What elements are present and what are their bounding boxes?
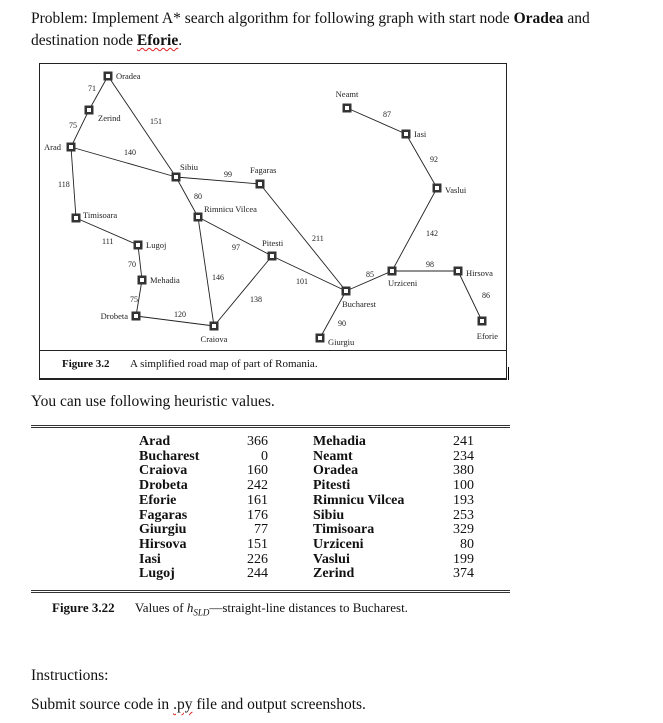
road-distance-rimnicu-vilcea-pitesti: 97 bbox=[232, 243, 240, 252]
city-label-eforie: Eforie bbox=[476, 331, 498, 341]
city-label-vaslui: Vaslui bbox=[445, 185, 467, 195]
city-label-fagaras: Fagaras bbox=[250, 165, 277, 175]
city-node-vaslui bbox=[433, 184, 442, 193]
road-oradea-sibiu bbox=[108, 76, 176, 177]
city-label-timisoara: Timisoara bbox=[83, 210, 118, 220]
instructions-suffix: file and output screenshots. bbox=[192, 696, 366, 713]
road-lugoj-mehadia bbox=[138, 245, 142, 280]
city-label-neamt: Neamt bbox=[335, 89, 359, 99]
road-distance-iasi-neamt: 87 bbox=[383, 110, 391, 119]
romania-map bbox=[40, 64, 506, 350]
road-distance-pitesti-bucharest: 101 bbox=[296, 277, 308, 286]
heuristic-city-lugoj: Lugoj bbox=[139, 566, 175, 582]
instructions-prefix: Submit source code in bbox=[31, 696, 174, 713]
map-figure-frame bbox=[39, 63, 507, 351]
city-label-sibiu: Sibiu bbox=[180, 162, 198, 172]
heuristic-caption-suffix: —straight-line distances to Bucharest. bbox=[209, 600, 408, 615]
road-distance-urziceni-vaslui: 142 bbox=[426, 229, 438, 238]
city-node-zerind bbox=[85, 106, 94, 115]
road-distance-vaslui-iasi: 92 bbox=[430, 155, 438, 164]
heuristic-value-giurgiu: 77 bbox=[254, 522, 268, 538]
heuristic-city-giurgiu: Giurgiu bbox=[139, 522, 187, 538]
city-node-bucharest bbox=[342, 287, 351, 296]
city-label-craiova: Craiova bbox=[200, 334, 228, 344]
heuristic-city-fagaras: Fagaras bbox=[139, 507, 188, 523]
road-distance-lugoj-mehadia: 70 bbox=[128, 260, 136, 269]
heuristic-city-urziceni: Urziceni bbox=[313, 536, 364, 552]
heuristic-caption-h: h bbox=[186, 600, 194, 615]
heuristic-city-drobeta: Drobeta bbox=[139, 478, 188, 494]
city-label-mehadia: Mehadia bbox=[150, 275, 180, 285]
heuristic-value-arad: 366 bbox=[247, 434, 268, 449]
road-distance-sibiu-rimnicu-vilcea: 80 bbox=[194, 192, 202, 201]
road-distance-oradea-sibiu: 151 bbox=[150, 117, 162, 126]
heuristic-value-timisoara: 329 bbox=[453, 522, 474, 538]
road-distance-arad-timisoara: 118 bbox=[58, 180, 70, 189]
city-node-lugoj bbox=[134, 241, 143, 250]
map-caption-box bbox=[39, 351, 507, 380]
heuristic-left-cities bbox=[139, 435, 239, 582]
city-node-arad bbox=[67, 143, 76, 152]
road-hirsova-eforie bbox=[458, 271, 482, 321]
heuristic-value-rimnicu-vilcea: 193 bbox=[453, 492, 474, 508]
heuristic-city-hirsova: Hirsova bbox=[139, 536, 187, 552]
road-distance-fagaras-bucharest: 211 bbox=[312, 234, 324, 243]
city-node-drobeta bbox=[132, 312, 141, 321]
heuristic-city-neamt: Neamt bbox=[313, 448, 353, 464]
map-figure-label: Figure 3.2 bbox=[62, 358, 110, 370]
city-node-oradea bbox=[104, 72, 113, 81]
city-node-mehadia bbox=[138, 276, 147, 285]
heuristic-value-oradea: 380 bbox=[453, 463, 474, 479]
city-node-fagaras bbox=[256, 180, 265, 189]
table-bottom-rule bbox=[31, 590, 510, 591]
heuristic-value-neamt: 234 bbox=[453, 448, 474, 464]
city-node-giurgiu bbox=[316, 334, 325, 343]
problem-middle: and destination node bbox=[31, 10, 590, 49]
road-iasi-neamt bbox=[347, 108, 406, 134]
problem-statement bbox=[31, 8, 631, 52]
heuristic-right-cities bbox=[313, 435, 433, 582]
heuristic-city-eforie: Eforie bbox=[139, 492, 177, 508]
road-distance-zerind-arad: 75 bbox=[69, 121, 77, 130]
heuristic-city-sibiu: Sibiu bbox=[313, 507, 345, 523]
road-distance-bucharest-giurgiu: 90 bbox=[338, 319, 346, 328]
city-node-neamt bbox=[343, 104, 352, 113]
road-distance-sibiu-fagaras: 99 bbox=[224, 170, 232, 179]
heuristic-city-iasi: Iasi bbox=[139, 551, 161, 567]
road-distance-arad-sibiu: 140 bbox=[124, 148, 136, 157]
city-label-zerind: Zerind bbox=[98, 113, 121, 123]
road-craiova-pitesti bbox=[214, 256, 272, 326]
heuristic-value-drobeta: 242 bbox=[247, 478, 268, 494]
problem-suffix: . bbox=[178, 32, 183, 49]
city-label-oradea: Oradea bbox=[116, 71, 141, 81]
city-label-pitesti: Pitesti bbox=[262, 238, 284, 248]
heuristic-value-lugoj: 244 bbox=[247, 566, 268, 582]
city-label-giurgiu: Giurgiu bbox=[328, 337, 355, 347]
city-node-rimnicu-vilcea bbox=[194, 213, 203, 222]
road-distance-urziceni-hirsova: 98 bbox=[426, 260, 434, 269]
text-cursor bbox=[508, 367, 509, 380]
road-distance-mehadia-drobeta: 75 bbox=[130, 295, 138, 304]
heuristic-value-bucharest: 0 bbox=[261, 448, 268, 464]
heuristic-caption-sub: SLD bbox=[193, 607, 210, 618]
heuristic-city-mehadia: Mehadia bbox=[313, 434, 366, 449]
city-node-urziceni bbox=[388, 267, 397, 276]
heuristic-left-values bbox=[232, 435, 268, 582]
heuristic-value-iasi: 226 bbox=[247, 551, 268, 567]
city-label-iasi: Iasi bbox=[414, 129, 427, 139]
heuristic-value-vaslui: 199 bbox=[453, 551, 474, 567]
city-label-arad: Arad bbox=[44, 142, 61, 152]
city-node-craiova bbox=[210, 322, 219, 331]
heuristic-city-vaslui: Vaslui bbox=[313, 551, 350, 567]
heuristic-value-zerind: 374 bbox=[453, 566, 474, 582]
table-top-rule bbox=[31, 425, 510, 426]
road-arad-timisoara bbox=[71, 147, 76, 218]
heuristic-city-rimnicu-vilcea: Rimnicu Vilcea bbox=[313, 492, 405, 508]
city-node-sibiu bbox=[172, 173, 181, 182]
road-oradea-zerind bbox=[89, 76, 108, 110]
heuristic-value-urziceni: 80 bbox=[460, 536, 474, 552]
heuristic-city-arad: Arad bbox=[139, 434, 171, 449]
city-label-hirsova: Hirsova bbox=[466, 268, 493, 278]
road-distance-timisoara-lugoj: 111 bbox=[102, 237, 114, 246]
heuristic-value-sibiu: 253 bbox=[453, 507, 474, 523]
heuristic-city-pitesti: Pitesti bbox=[313, 478, 351, 494]
instructions-ext: .py bbox=[173, 696, 193, 713]
road-rimnicu-vilcea-craiova bbox=[198, 217, 214, 326]
city-node-eforie bbox=[478, 317, 487, 326]
city-node-timisoara bbox=[72, 214, 81, 223]
city-label-bucharest: Bucharest bbox=[342, 299, 376, 309]
road-pitesti-bucharest bbox=[272, 256, 346, 291]
table-bottom-rule-2 bbox=[31, 592, 510, 593]
heuristic-intro: You can use following heuristic values. bbox=[31, 393, 275, 410]
heuristic-caption-prefix: Values of bbox=[134, 600, 187, 615]
problem-prefix: Problem: Implement A* search algorithm for following graph with start node bbox=[31, 10, 514, 27]
road-distance-drobeta-craiova: 120 bbox=[174, 310, 186, 319]
road-distance-bucharest-urziceni: 85 bbox=[366, 270, 374, 279]
heuristic-value-eforie: 161 bbox=[247, 492, 268, 508]
city-node-hirsova bbox=[454, 267, 463, 276]
city-node-pitesti bbox=[268, 252, 277, 261]
table-top-rule-2 bbox=[31, 427, 510, 428]
heuristic-value-pitesti: 100 bbox=[453, 478, 474, 494]
heuristic-value-fagaras: 176 bbox=[247, 507, 268, 523]
city-label-lugoj: Lugoj bbox=[146, 240, 167, 250]
heuristic-figure-label: Figure 3.22 bbox=[52, 600, 115, 615]
heuristic-city-oradea: Oradea bbox=[313, 463, 359, 479]
goal-node: Eforie bbox=[136, 32, 179, 49]
heuristic-value-mehadia: 241 bbox=[453, 434, 474, 449]
heuristic-city-craiova: Craiova bbox=[139, 463, 188, 479]
heuristic-value-hirsova: 151 bbox=[247, 536, 268, 552]
instructions-title: Instructions: bbox=[31, 667, 109, 684]
instructions-text bbox=[31, 694, 366, 716]
heuristic-right-values bbox=[438, 435, 474, 582]
road-sibiu-fagaras bbox=[176, 177, 260, 184]
city-label-drobeta: Drobeta bbox=[100, 311, 128, 321]
road-distance-hirsova-eforie: 86 bbox=[482, 291, 490, 300]
heuristic-city-zerind: Zerind bbox=[313, 566, 355, 582]
road-distance-craiova-pitesti: 138 bbox=[250, 295, 262, 304]
road-distance-oradea-zerind: 71 bbox=[88, 84, 96, 93]
map-figure-caption: A simplified road map of part of Romania. bbox=[130, 358, 318, 370]
city-label-rimnicu-vilcea: Rimnicu Vilcea bbox=[204, 204, 257, 214]
city-node-iasi bbox=[402, 130, 411, 139]
city-label-urziceni: Urziceni bbox=[388, 278, 418, 288]
start-node: Oradea bbox=[513, 10, 564, 27]
heuristic-caption bbox=[52, 600, 408, 618]
road-distance-rimnicu-vilcea-craiova: 146 bbox=[212, 273, 224, 282]
heuristic-value-craiova: 160 bbox=[247, 463, 268, 479]
heuristic-city-timisoara: Timisoara bbox=[313, 522, 375, 538]
heuristic-city-bucharest: Bucharest bbox=[139, 448, 200, 464]
